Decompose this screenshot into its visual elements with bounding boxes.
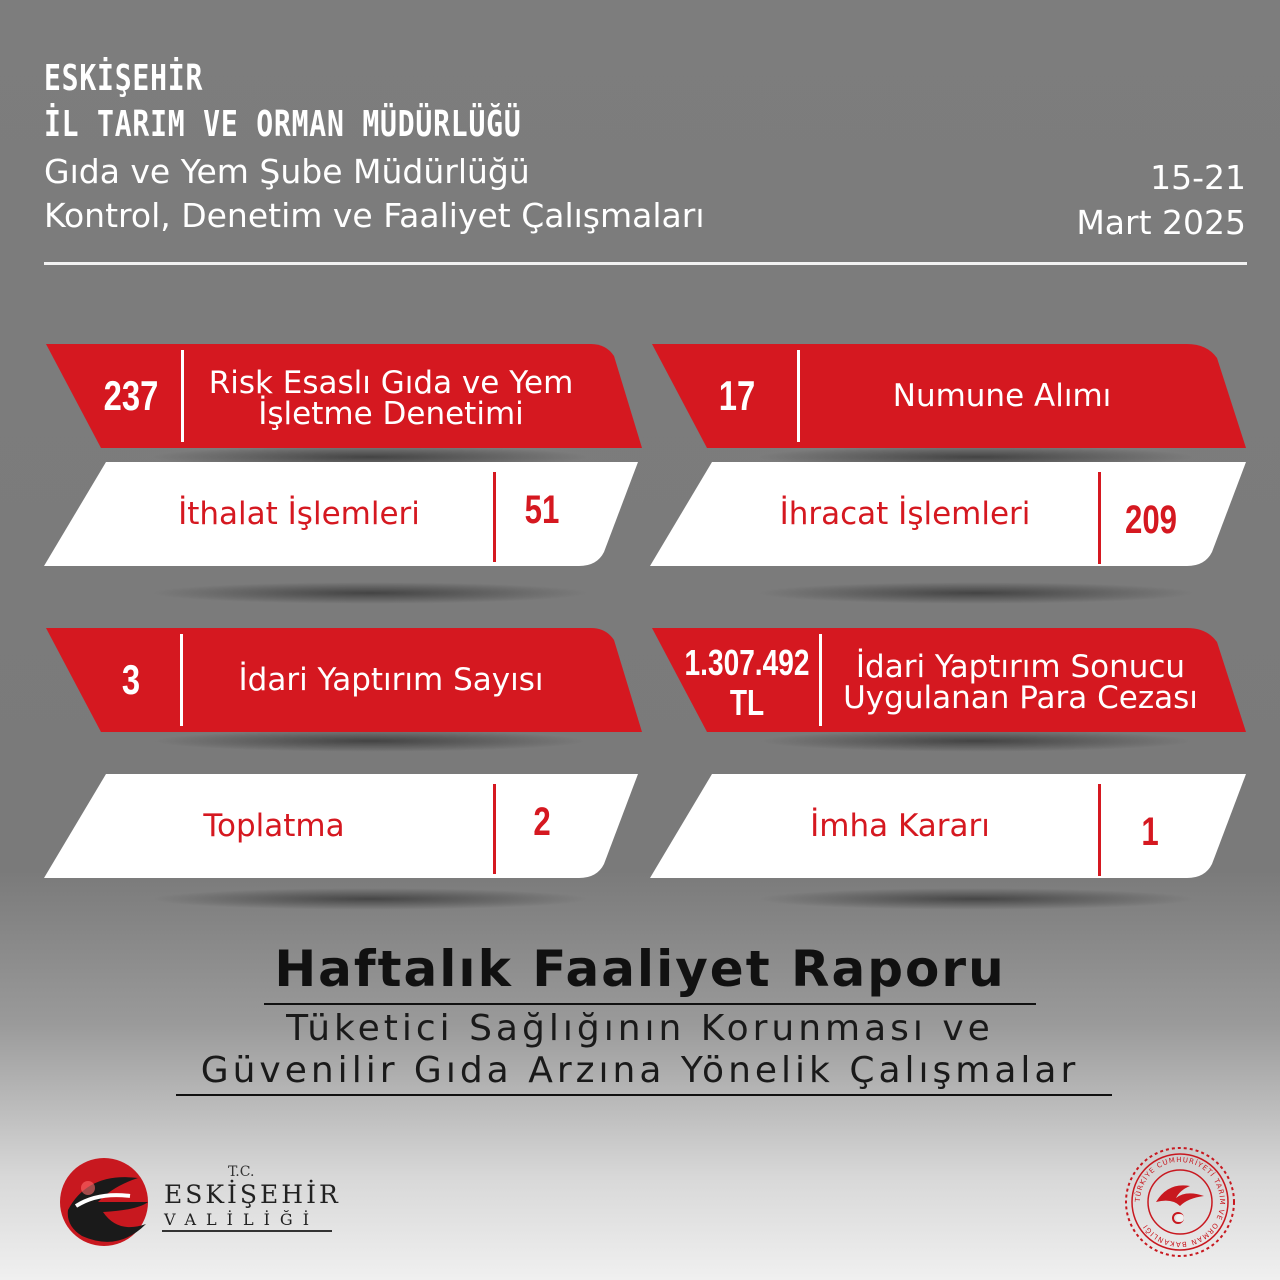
card-separator (493, 472, 496, 562)
stat-card-recall (44, 774, 644, 878)
card-separator (1098, 784, 1101, 876)
card-separator (1098, 472, 1101, 564)
stat-label (828, 648, 1213, 718)
stat-label: İhracat İşlemleri (779, 495, 1031, 532)
stat-card-exports (650, 462, 1250, 566)
logo-valilik-text: VALİLİĞİ (164, 1210, 320, 1229)
stat-label (196, 364, 586, 434)
stat-card-imports (44, 462, 644, 566)
logo-tc-text: T.C. (228, 1164, 255, 1180)
seal-text-path: TÜRKİYE CUMHURİYETİ TARIM VE ORMAN BAKANLIĞI (1133, 1155, 1227, 1249)
stat-label: Toplatma (203, 807, 345, 844)
logo-city-text: ESKİŞEHİR (164, 1180, 341, 1209)
card-shadow (150, 730, 590, 752)
date-month-year: Mart 2025 (1076, 203, 1246, 242)
stat-value: 51 (524, 487, 560, 532)
stat-label-line1: Risk Esaslı Gıda ve Yem (208, 365, 574, 401)
eskisehir-valiligi-logo (58, 1152, 341, 1252)
stat-card-fines (652, 628, 1252, 732)
card-separator (180, 634, 183, 726)
stat-value: 1 (1141, 809, 1159, 854)
stat-label: İdari Yaptırım Sayısı (238, 661, 544, 698)
card-separator (797, 350, 800, 442)
stat-label: İthalat İşlemleri (178, 495, 420, 532)
stat-label: İmha Kararı (810, 807, 990, 844)
stat-card-destruction (650, 774, 1250, 878)
stat-label-line1: İdari Yaptırım Sonucu (855, 649, 1186, 685)
stat-card-risk-inspection (46, 344, 646, 448)
stat-value: 3 (121, 656, 141, 703)
stat-label-line2: İşletme Denetimi (258, 396, 524, 432)
ministry-seal-icon (1124, 1146, 1236, 1258)
stat-value: 209 (1124, 497, 1178, 542)
subtitle-underline (176, 1094, 1112, 1096)
report-scope: Kontrol, Denetim ve Faaliyet Çalışmaları (44, 196, 705, 235)
card-shadow (756, 888, 1196, 910)
title-underline (264, 1003, 1036, 1005)
card-shadow (756, 730, 1196, 752)
header-divider (44, 262, 1247, 265)
org-name-line2: İL TARIM VE ORMAN MÜDÜRLÜĞÜ (44, 104, 522, 145)
report-subtitle-line2: Güvenilir Gıda Arzına Yönelik Çalışmalar (200, 1050, 1080, 1091)
stat-value-currency: TL (729, 682, 765, 723)
report-title: Haftalık Faaliyet Raporu (274, 940, 1006, 998)
logo-underline (162, 1230, 332, 1232)
ministry-seal-logo (1124, 1146, 1236, 1258)
department-name: Gıda ve Yem Şube Müdürlüğü (44, 152, 530, 191)
report-subtitle-line1: Tüketici Sağlığının Korunması ve (286, 1008, 994, 1049)
valilik-emblem-icon (58, 1152, 158, 1252)
stat-label-line2: Uygulanan Para Cezası (843, 680, 1198, 716)
card-shadow (150, 582, 590, 604)
stat-label: Numune Alımı (892, 377, 1112, 414)
stat-card-admin-sanctions (46, 628, 646, 732)
org-name-line1: ESKİŞEHİR (44, 58, 204, 99)
card-separator (181, 350, 184, 442)
stat-value: 237 (103, 372, 159, 419)
card-separator (493, 784, 496, 874)
stat-value: 17 (718, 372, 756, 419)
card-shadow (756, 582, 1196, 604)
stat-value-amount: 1.307.492 (684, 642, 810, 683)
stat-card-sampling (652, 344, 1252, 448)
card-separator (819, 634, 822, 726)
stat-value (684, 638, 810, 728)
card-shadow (150, 888, 590, 910)
stat-value: 2 (533, 799, 551, 844)
date-range: 15-21 (1150, 158, 1246, 197)
